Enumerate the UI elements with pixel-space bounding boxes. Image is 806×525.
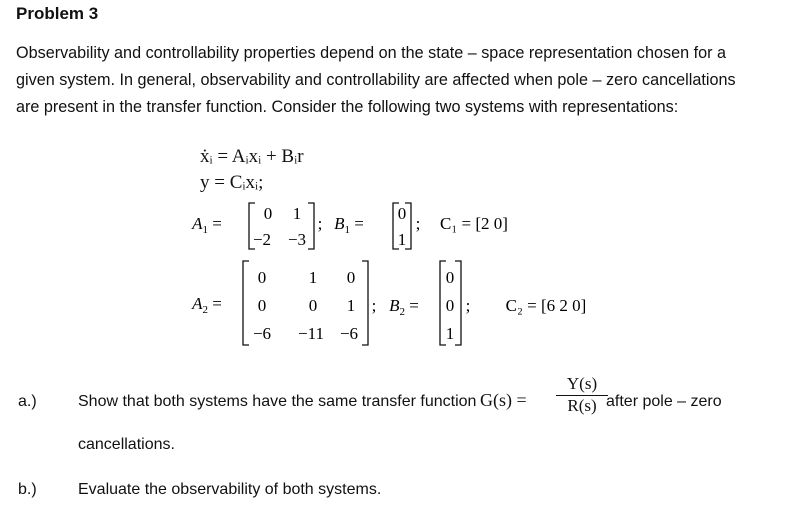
b1-cell: 0: [397, 204, 407, 223]
tf-numerator: Y(s): [556, 374, 608, 396]
a1-cell: −3: [287, 230, 307, 249]
a2-cell: 0: [346, 268, 356, 287]
separator: ;: [465, 296, 471, 315]
a2-symbol: $A_2$ =: [192, 294, 222, 316]
b2-cell: 0: [445, 268, 455, 287]
b2-right-bracket: [455, 261, 461, 345]
transfer-function-fraction: [556, 374, 608, 416]
item-a-label: a.): [18, 393, 37, 410]
item-a-text-after: after pole – zero: [606, 393, 722, 410]
a2-cell: −11: [298, 324, 324, 343]
b1-cell: 1: [397, 230, 407, 249]
tf-denominator: R(s): [567, 396, 597, 415]
a2-cell: 0: [308, 296, 318, 315]
intro-line-1: Observability and controllability properties depend on the state – space representation chosen for a: [16, 44, 726, 62]
state-equation: ẋᵢ = Aᵢxᵢ + Bᵢr: [200, 146, 304, 167]
intro-paragraph: [16, 40, 796, 121]
a2-cell: −6: [252, 324, 272, 343]
a2-cell: −6: [339, 324, 359, 343]
b1-symbol: $B_1$ =: [334, 214, 364, 236]
a2-right-bracket: [362, 261, 368, 345]
a1-cell: −2: [252, 230, 272, 249]
a2-cell: 1: [308, 268, 318, 287]
b2-cell: 1: [445, 324, 455, 343]
item-b-text: Evaluate the observability of both systems.: [78, 481, 382, 498]
a1-cell: 1: [292, 204, 302, 223]
item-a-continuation: cancellations.: [78, 436, 175, 453]
separator: ;: [371, 296, 377, 315]
intro-line-2: given system. In general, observability and controllability are affected when pole – zero cancellations: [16, 71, 736, 89]
item-b-label: b.): [18, 481, 37, 498]
a2-cell: 1: [346, 296, 356, 315]
b2-symbol: $B_2$ =: [389, 296, 419, 318]
transfer-function-lhs: G(s) =: [480, 390, 527, 410]
item-a-text-before: Show that both systems have the same transfer function: [78, 393, 477, 410]
problem-title: Problem 3: [16, 4, 99, 23]
a1-cell: 0: [263, 204, 273, 223]
system-matrices: [0, 195, 806, 355]
separator: ;: [317, 214, 323, 233]
c2-equation: C₂ = [6 2 0]: [505, 296, 587, 315]
separator: ;: [415, 214, 421, 233]
b2-cell: 0: [445, 296, 455, 315]
a1-symbol: $A_1$ =: [192, 214, 222, 236]
output-equation: y = Cᵢxᵢ;: [200, 172, 264, 193]
a1-right-bracket: [308, 203, 314, 249]
a2-cell: 0: [257, 296, 267, 315]
intro-line-3: are present in the transfer function. Consider the following two systems with representations:: [16, 98, 679, 116]
c1-equation: C₁ = [2 0]: [440, 214, 508, 233]
a2-left-bracket: [243, 261, 249, 345]
item-a-text: [78, 393, 476, 411]
a2-cell: 0: [257, 268, 267, 287]
